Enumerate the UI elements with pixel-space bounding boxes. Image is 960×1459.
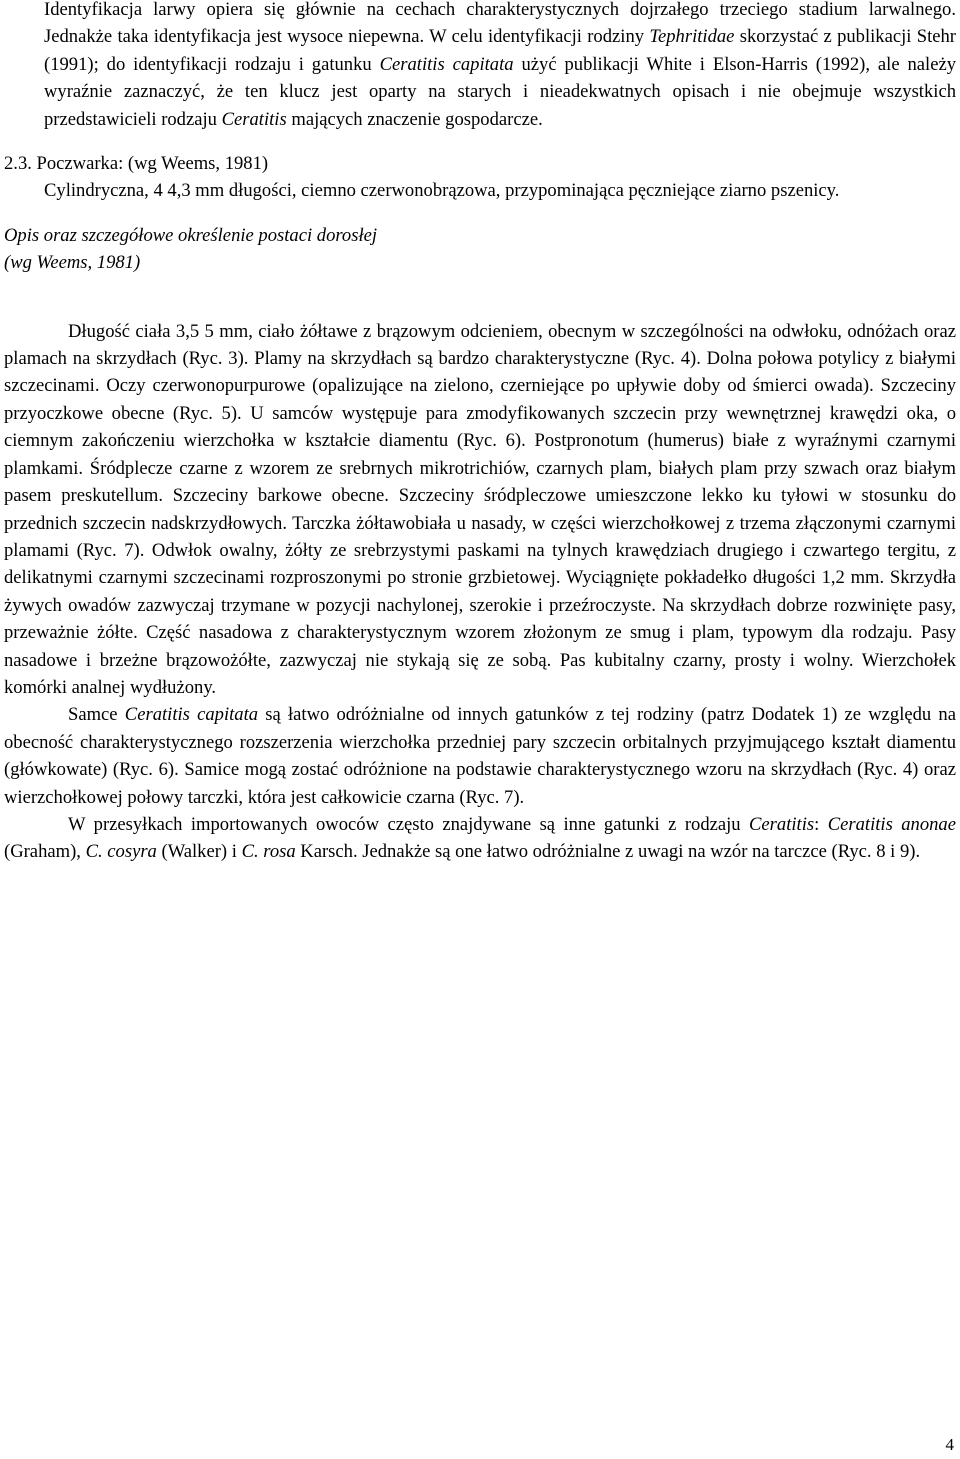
page-number: 4 — [945, 1435, 954, 1454]
pupa-description: Cylindryczna, 4 4,3 mm długości, ciemno czerwonobrązowa, przypominająca pęczniejące ziarno pszenicy. — [44, 180, 840, 202]
adult-description-paragraph: Długość ciała 3,5 5 mm, ciało żółtawe z brązowym odcieniem, obecnym w szczególności na odwłoku, odnóżach oraz plamach na skrzydłach (Ryc. 3). Plamy na skrzydłach są bardzo charakterystyczne (Ryc. 4). Dolna połowa potylicy z białymi szczecinami. Oczy czerwonopurpurowe (opalizujące na zielono, czerniejące po upływie doby od śmierci owada). Szczeciny przyoczkowe obecne (Ryc. 5). U samców występuje para zmodyfikowanych szczecin przy wewnętrznej krawędzi oka, o ciemnym zakończeniu wierzchołka w kształcie diamentu (Ryc. 6). Postpronotum (humerus) białe z wyraźnymi czarnymi plamkami. Śródplecze czarne z wzorem ze srebrnych mikrotrichiów, czarnych plam, białych plam przy szwach oraz białym pasem preskutellum. Szczeciny barkowe obecne. Szczeciny śródpleczowe umieszczone lekko ku tyłowi w stosunku do przednich szczecin nadskrzydłowych. Tarczka żółtawobiała u nasady, w części wierzchołkowej z trzema złączonymi czarnymi plamami (Ryc. 7). Odwłok owalny, żółty ze srebrzystymi paskami na tylnych krawędziach drugiego i czwartego tergitu, z delikatnymi czarnymi szczecinami rozproszonymi po stronie grzbietowej. Wyciągnięte pokładełko długości 1,2 mm. Skrzydła żywych owadów zazwyczaj trzymane w pozycji nachylonej, szerokie i przeźroczyste. Na skrzydłach dobrze rozwinięte pasy, przeważnie żółte. Część nasadowa z charakterystycznym wzorem złożonym ze smug i plam, typowym dla rodzaju. Pasy nasadowe i brzeżne brązowożółte, zazwyczaj nie stykają się ze sobą. Pas kubitalny czarny, prosty i wolny. Wierzchołek komórki analnej wydłużony. — [4, 320, 956, 698]
taxon-ceratitis-capitata-2: Ceratitis capitata — [124, 704, 259, 726]
adult-subheading-line2: (wg Weems, 1981) — [4, 252, 141, 274]
males-paragraph — [4, 701, 956, 811]
taxon-tephritidae: Tephritidae — [649, 26, 735, 48]
document-page — [4, 0, 956, 866]
taxon-ceratitis: Ceratitis — [221, 108, 287, 130]
males-text-rest: są łatwo odróżnialne od innych gatunków z tej rodziny (patrz Dodatek 1) ze względu na obecność charakterystycznego rozszerzenia wierzchołka przedniej pary szczecin orbitalnych przyjmującego kształt diamentu (główkowate) (Ryc. 6). Samice mogą zostać odróżnione na podstawie charakterystycznego wzoru na skrzydłach (Ryc. 4) oraz wierzchołkowej połowy tarczki, która jest całkowicie czarna (Ryc. 7). — [4, 704, 956, 808]
imports-walker: (Walker) i — [156, 841, 242, 863]
section-heading-pupa: 2.3. Poczwarka: (wg Weems, 1981) — [4, 153, 269, 175]
intro-paragraph — [44, 0, 956, 133]
adult-subheading-line1: Opis oraz szczegółowe określenie postaci dorosłej — [4, 224, 378, 246]
intro-text-3: użyć publikacji White i Elson-Harris (1992), ale należy wyraźnie zaznaczyć, że ten klucz jest oparty na starych i nieadekwatnych opisach i nie obejmuje wszystkich przedstawicieli rodzaju — [44, 53, 957, 130]
taxon-ceratitis-2: Ceratitis — [749, 813, 815, 835]
intro-text-4: mających znaczenie gospodarcze. — [286, 108, 543, 130]
imports-text-end: Karsch. Jednakże są one łatwo odróżnialne z uwagi na wzór na tarczce (Ryc. 8 i 9). — [295, 841, 921, 863]
intro-text-1: Identyfikacja larwy opiera się głównie na cechach charakterystycznych dojrzałego trzeciego stadium larwalnego. Jednakże taka identyfikacja jest wysoce niepewna. W celu identyfikacji rodziny — [44, 0, 956, 48]
taxon-c-rosa: C. rosa — [241, 841, 296, 863]
intro-text-2: skorzystać z publikacji Stehr (1991); do identyfikacji rodzaju i gatunku — [44, 26, 956, 75]
males-text-start: Samce — [68, 704, 125, 726]
imports-colon: : — [814, 813, 828, 835]
taxon-ceratitis-anonae: Ceratitis anonae — [827, 813, 956, 835]
imports-graham: (Graham), — [4, 841, 86, 863]
imports-text-start: W przesyłkach importowanych owoców często znajdywane są inne gatunki z rodzaju — [68, 813, 750, 835]
taxon-ceratitis-capitata: Ceratitis capitata — [379, 53, 514, 75]
taxon-c-cosyra: C. cosyra — [85, 841, 157, 863]
imports-paragraph — [4, 811, 956, 866]
